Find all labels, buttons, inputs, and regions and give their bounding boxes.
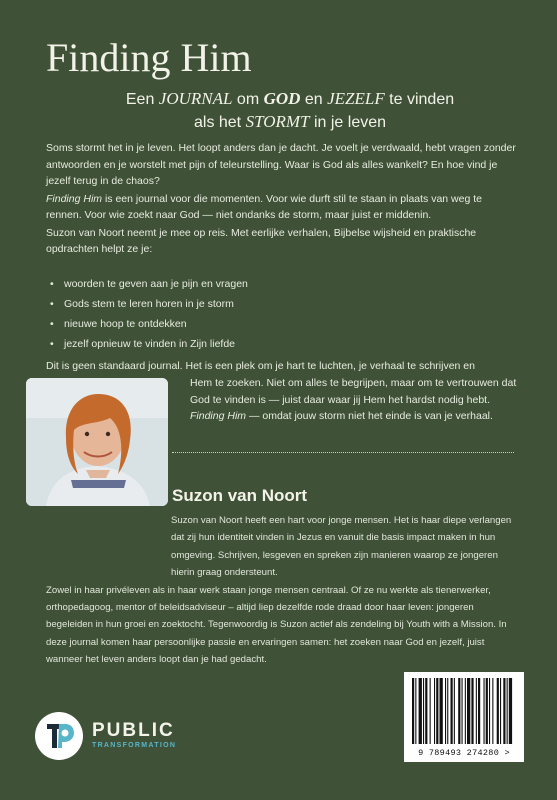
tp-logo-icon [34, 711, 84, 761]
author-bio-rest: Zowel in haar privéleven als in haar werk staan jonge mensen centraal. Of ze nu werkte als tienerwerker, orthopedagoog, mentor of beleidsadviseur – altijd liep dezelfde rode draad door haar leven: jongeren begeleiden in hun groei en zoektocht. Tegenwoordig is Suzon actief als zendeling bij Youth with a Mission. In deze journal komen haar persoonlijke passie en ervaringen samen: het zoeken naar God en jezelf, juist wanneer het leven anders loopt dan je had gedacht. [46, 584, 507, 666]
subtitle-jezelf: JEZELF [327, 89, 385, 108]
subtitle-stormt: STORMT [245, 112, 310, 131]
list-item: • nieuwe hoop te ontdekken [50, 314, 490, 334]
list-item: • Gods stem te leren horen in je storm [50, 294, 490, 314]
list-item: • jezelf opnieuw te vinden in Zijn liefde [50, 334, 490, 354]
intro-paragraph-3: Suzon van Noort neemt je mee op reis. Met eerlijke verhalen, Bijbelse wijsheid en praktische opdrachten helpt ze je: [46, 226, 477, 255]
book-subtitle: Een JOURNAL om GOD en JEZELF te vinden als het STORMT in je leven [125, 89, 455, 131]
subtitle-god: GOD [263, 89, 301, 108]
list-item: • woorden te geven aan je pijn en vragen [50, 274, 490, 294]
publisher-tagline: TRANSFORMATION [92, 742, 177, 749]
benefits-list [50, 274, 490, 354]
intro-paragraph-1: Soms stormt het in je leven. Het loopt anders dan je dacht. Je voelt je verdwaald, hebt vragen zonder antwoorden en je worstelt met pijn of teleurstelling. Waar is God als alles wankelt? En hoe vind je jezelf terug in de chaos? [46, 142, 516, 187]
author-bio [46, 512, 521, 669]
intro-text [46, 140, 516, 259]
closing-line-1: Dit is geen standaard journal. Het is een plek om je hart te luchten, je verhaal te schrijven en [46, 360, 475, 372]
author-name: Suzon van Noort [172, 486, 308, 505]
author-portrait [26, 378, 168, 506]
publisher-name: PUBLIC [92, 720, 175, 741]
intro-paragraph-2: Finding Him is een journal voor die momenten. Voor wie durft stil te staan in plaats van weg te rennen. Voor wie zoekt naar God — niet ondanks de storm, maar juist er middenin. [46, 192, 482, 221]
section-divider [172, 452, 514, 453]
barcode-icon [404, 672, 524, 748]
author-bio-intro: Suzon van Noort heeft een hart voor jonge mensen. Het is haar diepe verlangen dat zij hun identiteit vinden in Jezus en vanuit die basis impact maken in hun omgeving. Schrijven, lesgeven en spreken zijn manieren waarop ze jongeren hierin graag ondersteunt. [171, 515, 512, 579]
isbn-barcode [404, 672, 524, 762]
book-title: Finding Him [46, 35, 252, 80]
subtitle-journal: JOURNAL [158, 89, 233, 108]
barcode-digits: 9 789493 274280 > [418, 748, 510, 758]
closing-text: Hem te zoeken. Niet om alles te begrijpen, maar om te vertrouwen dat God te vinden is — juist daar waar jij Hem het hardst nodig hebt. Finding Him — omdat jouw storm niet het einde is van je verhaal. [190, 377, 517, 422]
